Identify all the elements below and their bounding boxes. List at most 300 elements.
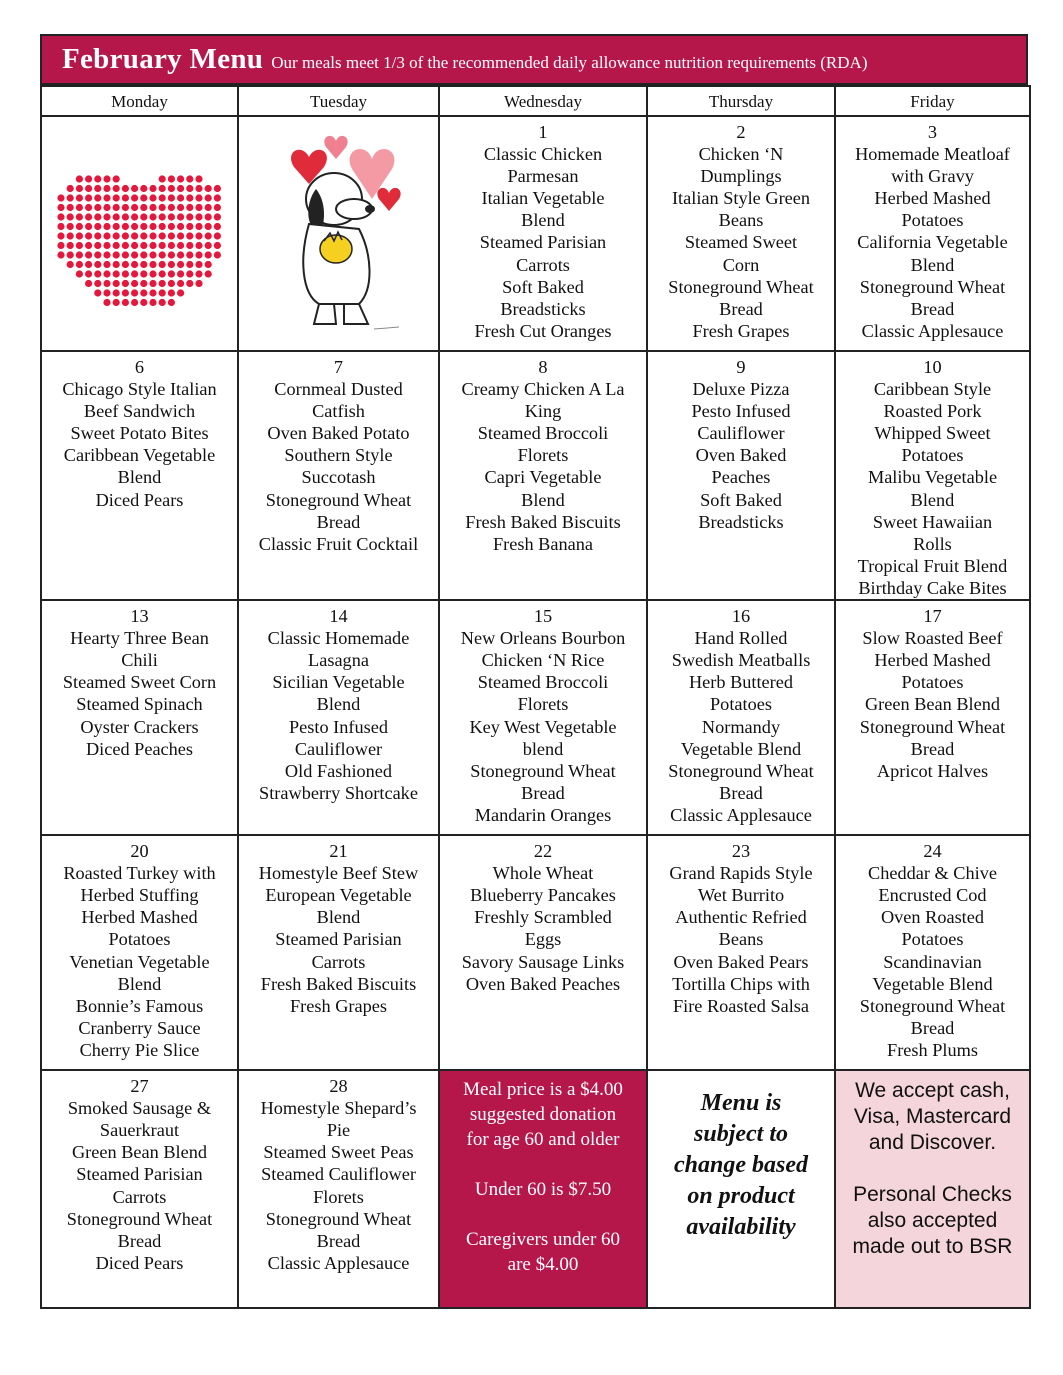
menu-item: Fresh Grapes [692, 320, 790, 341]
date-number: 8 [538, 357, 548, 377]
menu-item: Swedish Meatballs [671, 650, 811, 671]
day-menu [239, 601, 438, 804]
day-menu [648, 352, 834, 533]
date-number: 23 [731, 841, 751, 862]
heart-dot [204, 213, 211, 220]
menu-item: Blend [521, 489, 565, 510]
heart-dot [85, 251, 92, 258]
day-cell [238, 600, 439, 835]
menu-item: Classic Applesauce [861, 320, 1004, 341]
heart-dot [195, 213, 202, 220]
day-header: Tuesday [238, 86, 439, 116]
note-line: for age 60 and older [466, 1129, 620, 1151]
heart-dot [140, 251, 147, 258]
heart-dot [85, 232, 92, 239]
menu-item: Wet Burrito [697, 885, 785, 906]
heart-dot [177, 279, 184, 286]
menu-item: Potatoes [901, 445, 964, 466]
heart-dot [112, 194, 119, 201]
heart-dot [131, 194, 138, 201]
menu-item: Bread [719, 298, 763, 319]
menu-item: Rolls [913, 533, 952, 554]
note-line: availability [686, 1214, 796, 1241]
note-line: suggested donation [469, 1104, 617, 1126]
date-number: 9 [736, 357, 746, 377]
menu-item: Whole Wheat [492, 863, 594, 884]
heart-dot [158, 232, 165, 239]
menu-item: Peaches [711, 467, 771, 488]
day-menu [648, 836, 834, 1017]
heart-dot [131, 260, 138, 267]
heart-dot [121, 241, 128, 248]
menu-item: Carrots [311, 951, 366, 972]
menu-item: Pie [326, 1120, 351, 1141]
menu-item: Fire Roasted Salsa [672, 995, 810, 1016]
menu-item: Fresh Cut Oranges [474, 320, 612, 341]
meal-price-note [439, 1070, 647, 1308]
heart-dot [66, 213, 73, 220]
note-line: and Discover. [868, 1131, 997, 1155]
menu-item: Fresh Baked Biscuits [260, 973, 417, 994]
day-menu [836, 117, 1029, 342]
heart-dot [149, 289, 156, 296]
heart-dot [85, 279, 92, 286]
heart-dot [213, 251, 220, 258]
heart-dot [167, 289, 174, 296]
heart-dot [121, 251, 128, 258]
heart-dot [57, 203, 64, 210]
day-menu [836, 601, 1029, 782]
day-menu [440, 352, 646, 555]
heart-dot [204, 194, 211, 201]
menu-item: Malibu Vegetable [867, 467, 998, 488]
heart-dot [75, 260, 82, 267]
heart-dot [195, 194, 202, 201]
menu-item: Steamed Sweet Peas [263, 1142, 414, 1163]
heart-dot [66, 203, 73, 210]
heart-dot [112, 270, 119, 277]
heart-dot [121, 260, 128, 267]
heart-dot [177, 251, 184, 258]
heart-dot [57, 222, 64, 229]
heart-dot [121, 232, 128, 239]
menu-item: Savory Sausage Links [461, 951, 625, 972]
menu-item: Oven Baked [695, 445, 787, 466]
week-row [41, 835, 1030, 1070]
heart-dot [131, 222, 138, 229]
heart-dot [131, 298, 138, 305]
heart-dot [149, 251, 156, 258]
heart-dot [121, 279, 128, 286]
note-line: Meal price is a $4.00 [463, 1079, 623, 1101]
heart-dot [167, 194, 174, 201]
heart-dot [167, 260, 174, 267]
day-cell [41, 116, 238, 351]
heart-dot [149, 232, 156, 239]
menu-item: Bread [910, 1017, 955, 1038]
heart-dot [158, 203, 165, 210]
heart-dot [112, 222, 119, 229]
heart-dot [195, 270, 202, 277]
day-header: Wednesday [439, 86, 647, 116]
heart-dot [121, 289, 128, 296]
day-cell [647, 600, 835, 835]
heart-dot [149, 241, 156, 248]
heart-dot [140, 222, 147, 229]
heart-dot [158, 222, 165, 229]
line-gap [440, 1152, 646, 1177]
menu-item: Steamed Spinach [76, 694, 203, 715]
heart-dot [94, 241, 101, 248]
date-number: 27 [130, 1076, 149, 1097]
menu-item: Steamed Parisian [479, 232, 607, 253]
menu-item: Fresh Plums [887, 1039, 978, 1060]
week-row [41, 116, 1030, 351]
heart-dot [140, 194, 147, 201]
heart-dot [195, 232, 202, 239]
day-menu [42, 836, 237, 1061]
heart-dot [149, 298, 156, 305]
day-cell [41, 600, 238, 835]
heart-dot [112, 260, 119, 267]
menu-item: Sauerkraut [99, 1120, 180, 1141]
heart-dot [85, 203, 92, 210]
menu-item: Blend [316, 907, 361, 928]
heart-dot [103, 270, 110, 277]
menu-item: Fresh Banana [492, 533, 593, 554]
heart-dot [186, 222, 193, 229]
day-menu [440, 117, 646, 342]
heart-dot [149, 194, 156, 201]
heart-dot [186, 203, 193, 210]
menu-item: Diced Peaches [85, 738, 194, 759]
menu-item: Stoneground Wheat [668, 276, 814, 297]
heart-dot [75, 222, 82, 229]
heart-dot [112, 232, 119, 239]
day-menu [440, 836, 646, 995]
heart-dot [167, 251, 174, 258]
menu-item: Classic Applesauce [670, 804, 812, 825]
date-number: 7 [333, 357, 344, 377]
heart-dot [121, 222, 128, 229]
heart-dot [140, 232, 147, 239]
menu-item: Vegetable Blend [872, 973, 993, 994]
menu-item: Herbed Stuffing [80, 885, 199, 906]
menu-item: Bread [316, 1230, 361, 1251]
menu-item: European Vegetable [265, 885, 412, 906]
menu-item: Corn [722, 254, 760, 275]
heart-dot [94, 194, 101, 201]
heart-dot [140, 203, 147, 210]
heart-dot [94, 289, 101, 296]
heart-dot [112, 289, 119, 296]
day-cell [835, 116, 1030, 351]
menu-item: Oven Baked Potato [267, 423, 410, 444]
heart-dot [204, 232, 211, 239]
menu-item: Breadsticks [698, 511, 784, 532]
heart-dot [131, 203, 138, 210]
heart-dot [158, 279, 165, 286]
menu-item: Diced Pears [95, 1252, 184, 1273]
heart-dot [213, 213, 220, 220]
week-row [41, 1070, 1030, 1308]
heart-dot [177, 194, 184, 201]
heart-dot [177, 289, 184, 296]
menu-item: Breadsticks [500, 298, 586, 319]
heart-dot [75, 203, 82, 210]
heart-dot [195, 241, 202, 248]
heart-dot [213, 203, 220, 210]
menu-item: Soft Baked [502, 276, 584, 297]
menu-item: Classic Homemade [267, 628, 410, 649]
menu-item: Key West Vegetable [469, 716, 617, 737]
menu-item: Smoked Sausage & [67, 1098, 212, 1119]
menu-item: Florets [313, 1186, 364, 1207]
menu-item: Cheddar & Chive [868, 863, 997, 884]
heart-dot [103, 194, 110, 201]
heart-dot [131, 270, 138, 277]
heart-dot [204, 184, 211, 191]
date-number: 6 [134, 357, 145, 377]
heart-dot [121, 270, 128, 277]
menu-item: Eggs [524, 929, 562, 950]
heart-dot [204, 251, 211, 258]
menu-item: Parmesan [507, 166, 579, 187]
heart-dot [121, 184, 128, 191]
menu-item: Normandy [701, 716, 781, 737]
menu-item: Birthday Cake Bites [858, 577, 1007, 598]
heart-dot [131, 279, 138, 286]
heart-dot [149, 222, 156, 229]
note-line: Menu is [700, 1090, 782, 1117]
menu-header [40, 34, 1028, 85]
heart-dot [186, 251, 193, 258]
day-menu [648, 601, 834, 826]
menu-item: Blend [117, 467, 162, 488]
menu-item: Lasagna [308, 650, 369, 671]
menu-item: Italian Vegetable [481, 188, 605, 209]
snoopy-woodstock-hearts-icon [264, 129, 414, 339]
heart-dot [85, 184, 92, 191]
menu-item: Pesto Infused [288, 716, 388, 737]
heart-dot [140, 289, 147, 296]
day-cell [238, 116, 439, 351]
menu-item: Stoneground Wheat [859, 995, 1006, 1016]
day-cell [41, 1070, 238, 1308]
heart-dot [103, 213, 110, 220]
menu-subtitle: Our meals meet 1/3 of the recommended daily allowance nutrition requirements (RDA) [271, 53, 868, 72]
menu-item: Steamed Parisian [76, 1164, 203, 1185]
heart-dot [167, 222, 174, 229]
menu-item: Chicken ‘N Rice [481, 650, 605, 671]
menu-item: Beans [718, 210, 764, 231]
menu-item: Strawberry Shortcake [259, 782, 418, 803]
menu-item: Sweet Hawaiian [872, 511, 993, 532]
menu-item: Old Fashioned [284, 760, 393, 781]
heart-dot [186, 213, 193, 220]
heart-dot [186, 260, 193, 267]
heart-dot [177, 213, 184, 220]
heart-dot [158, 298, 165, 305]
menu-item: Diced Pears [95, 489, 184, 510]
heart-image [42, 117, 237, 350]
heart-dot [158, 260, 165, 267]
heart-dot [195, 251, 202, 258]
week-row [41, 600, 1030, 835]
heart-dot [140, 260, 147, 267]
note-line: on product [687, 1183, 795, 1210]
day-header-row [41, 86, 1030, 116]
menu-item: Blend [521, 210, 565, 231]
date-number: 20 [130, 841, 149, 862]
heart-dot [112, 213, 119, 220]
heart-dot [213, 184, 220, 191]
payment-note [835, 1070, 1030, 1308]
menu-item: Cauliflower [294, 738, 383, 759]
menu-item: Chicago Style Italian [62, 379, 217, 400]
menu-change-note-text [648, 1071, 834, 1243]
menu-item: Apricot Halves [876, 760, 989, 781]
heart-dot [85, 270, 92, 277]
heart-pattern-icon [55, 154, 225, 314]
heart-dot [204, 241, 211, 248]
menu-item: Cornmeal Dusted [274, 379, 403, 400]
heart-dot [85, 213, 92, 220]
heart-dot [149, 203, 156, 210]
menu-item: Stoneground Wheat [859, 276, 1006, 297]
heart-dot [204, 260, 211, 267]
heart-dot [131, 232, 138, 239]
heart-dot [167, 175, 174, 182]
menu-item: blend [522, 738, 564, 759]
menu-item: Beans [718, 929, 764, 950]
menu-item: Steamed Cauliflower [261, 1164, 416, 1185]
date-number: 17 [923, 606, 942, 627]
day-menu [42, 352, 237, 511]
menu-item: Hearty Three Bean [70, 628, 209, 649]
heart-dot [85, 222, 92, 229]
heart-dot [195, 260, 202, 267]
menu-item: Green Bean Blend [864, 694, 1001, 715]
heart-dot [186, 194, 193, 201]
day-menu [239, 836, 438, 1017]
day-menu [239, 352, 438, 555]
heart-dot [112, 241, 119, 248]
heart-dot [94, 175, 101, 182]
menu-item: Herb Buttered [688, 672, 794, 693]
heart-dot [186, 270, 193, 277]
menu-item: Florets [517, 694, 569, 715]
date-number: 22 [533, 841, 553, 862]
heart-dot [149, 279, 156, 286]
menu-change-note [647, 1070, 835, 1308]
menu-item: Soft Baked [700, 489, 782, 510]
heart-dot [57, 241, 64, 248]
note-line: subject to [694, 1121, 788, 1148]
menu-item: Deluxe Pizza [692, 379, 790, 400]
heart-dot [85, 241, 92, 248]
date-number: 16 [731, 606, 751, 627]
day-cell [41, 835, 238, 1070]
heart-dot [186, 184, 193, 191]
heart-dot [149, 184, 156, 191]
day-cell [439, 600, 647, 835]
menu-item: Bread [719, 782, 763, 803]
day-cell [41, 351, 238, 600]
menu-item: Bread [910, 738, 955, 759]
heart-dot [186, 232, 193, 239]
date-number: 24 [923, 841, 942, 862]
date-number: 3 [927, 122, 938, 142]
heart-dot [103, 184, 110, 191]
menu-item: Steamed Broccoli [477, 672, 609, 693]
menu-item: Blend [117, 973, 162, 994]
payment-note-text [836, 1071, 1029, 1260]
menu-item: Green Bean Blend [71, 1142, 208, 1163]
menu-item: Potatoes [901, 672, 964, 693]
heart-dot [131, 241, 138, 248]
menu-item: Beef Sandwich [83, 401, 196, 422]
menu-item: Stoneground Wheat [265, 1208, 412, 1229]
heart-dot [121, 213, 128, 220]
menu-item: California Vegetable [857, 232, 1008, 253]
menu-item: Whipped Sweet [874, 423, 991, 444]
heart-dot [177, 184, 184, 191]
heart-dot [94, 279, 101, 286]
day-cell [439, 351, 647, 600]
menu-item: Roasted Pork [883, 401, 982, 422]
heart-dot [140, 298, 147, 305]
heart-dot [140, 279, 147, 286]
menu-item: Freshly Scrambled [474, 907, 612, 928]
heart-dot [213, 232, 220, 239]
menu-item: Vegetable Blend [680, 738, 802, 759]
day-cell [835, 600, 1030, 835]
menu-item: Carrots [516, 254, 570, 275]
date-number: 2 [736, 122, 746, 142]
menu-item: Steamed Sweet [684, 232, 798, 253]
heart-dot [112, 251, 119, 258]
note-line: Visa, Mastercard [853, 1105, 1012, 1129]
heart-dot [66, 194, 73, 201]
note-line: change based [674, 1152, 808, 1179]
note-line: We accept cash, [855, 1079, 1010, 1103]
menu-item: Bread [316, 511, 361, 532]
day-cell [439, 116, 647, 351]
heart-dot [195, 203, 202, 210]
heart-dot [66, 184, 73, 191]
heart-dot [158, 194, 165, 201]
heart-dot [85, 194, 92, 201]
menu-item: Creamy Chicken A La [461, 379, 625, 400]
heart-dot [103, 203, 110, 210]
heart-dot [103, 222, 110, 229]
heart-dot [213, 194, 220, 201]
heart-dot [140, 184, 147, 191]
date-number: 13 [130, 606, 149, 627]
heart-dot [158, 289, 165, 296]
heart-dot [75, 194, 82, 201]
menu-item: Stoneground Wheat [668, 760, 814, 781]
heart-dot [167, 232, 174, 239]
heart-dot [94, 232, 101, 239]
heart-dot [195, 222, 202, 229]
menu-item: Fresh Grapes [290, 995, 387, 1016]
menu-item: Tropical Fruit Blend [857, 555, 1008, 576]
menu-title: February Menu [62, 43, 264, 75]
menu-item: Succotash [301, 467, 376, 488]
heart-dot [149, 270, 156, 277]
